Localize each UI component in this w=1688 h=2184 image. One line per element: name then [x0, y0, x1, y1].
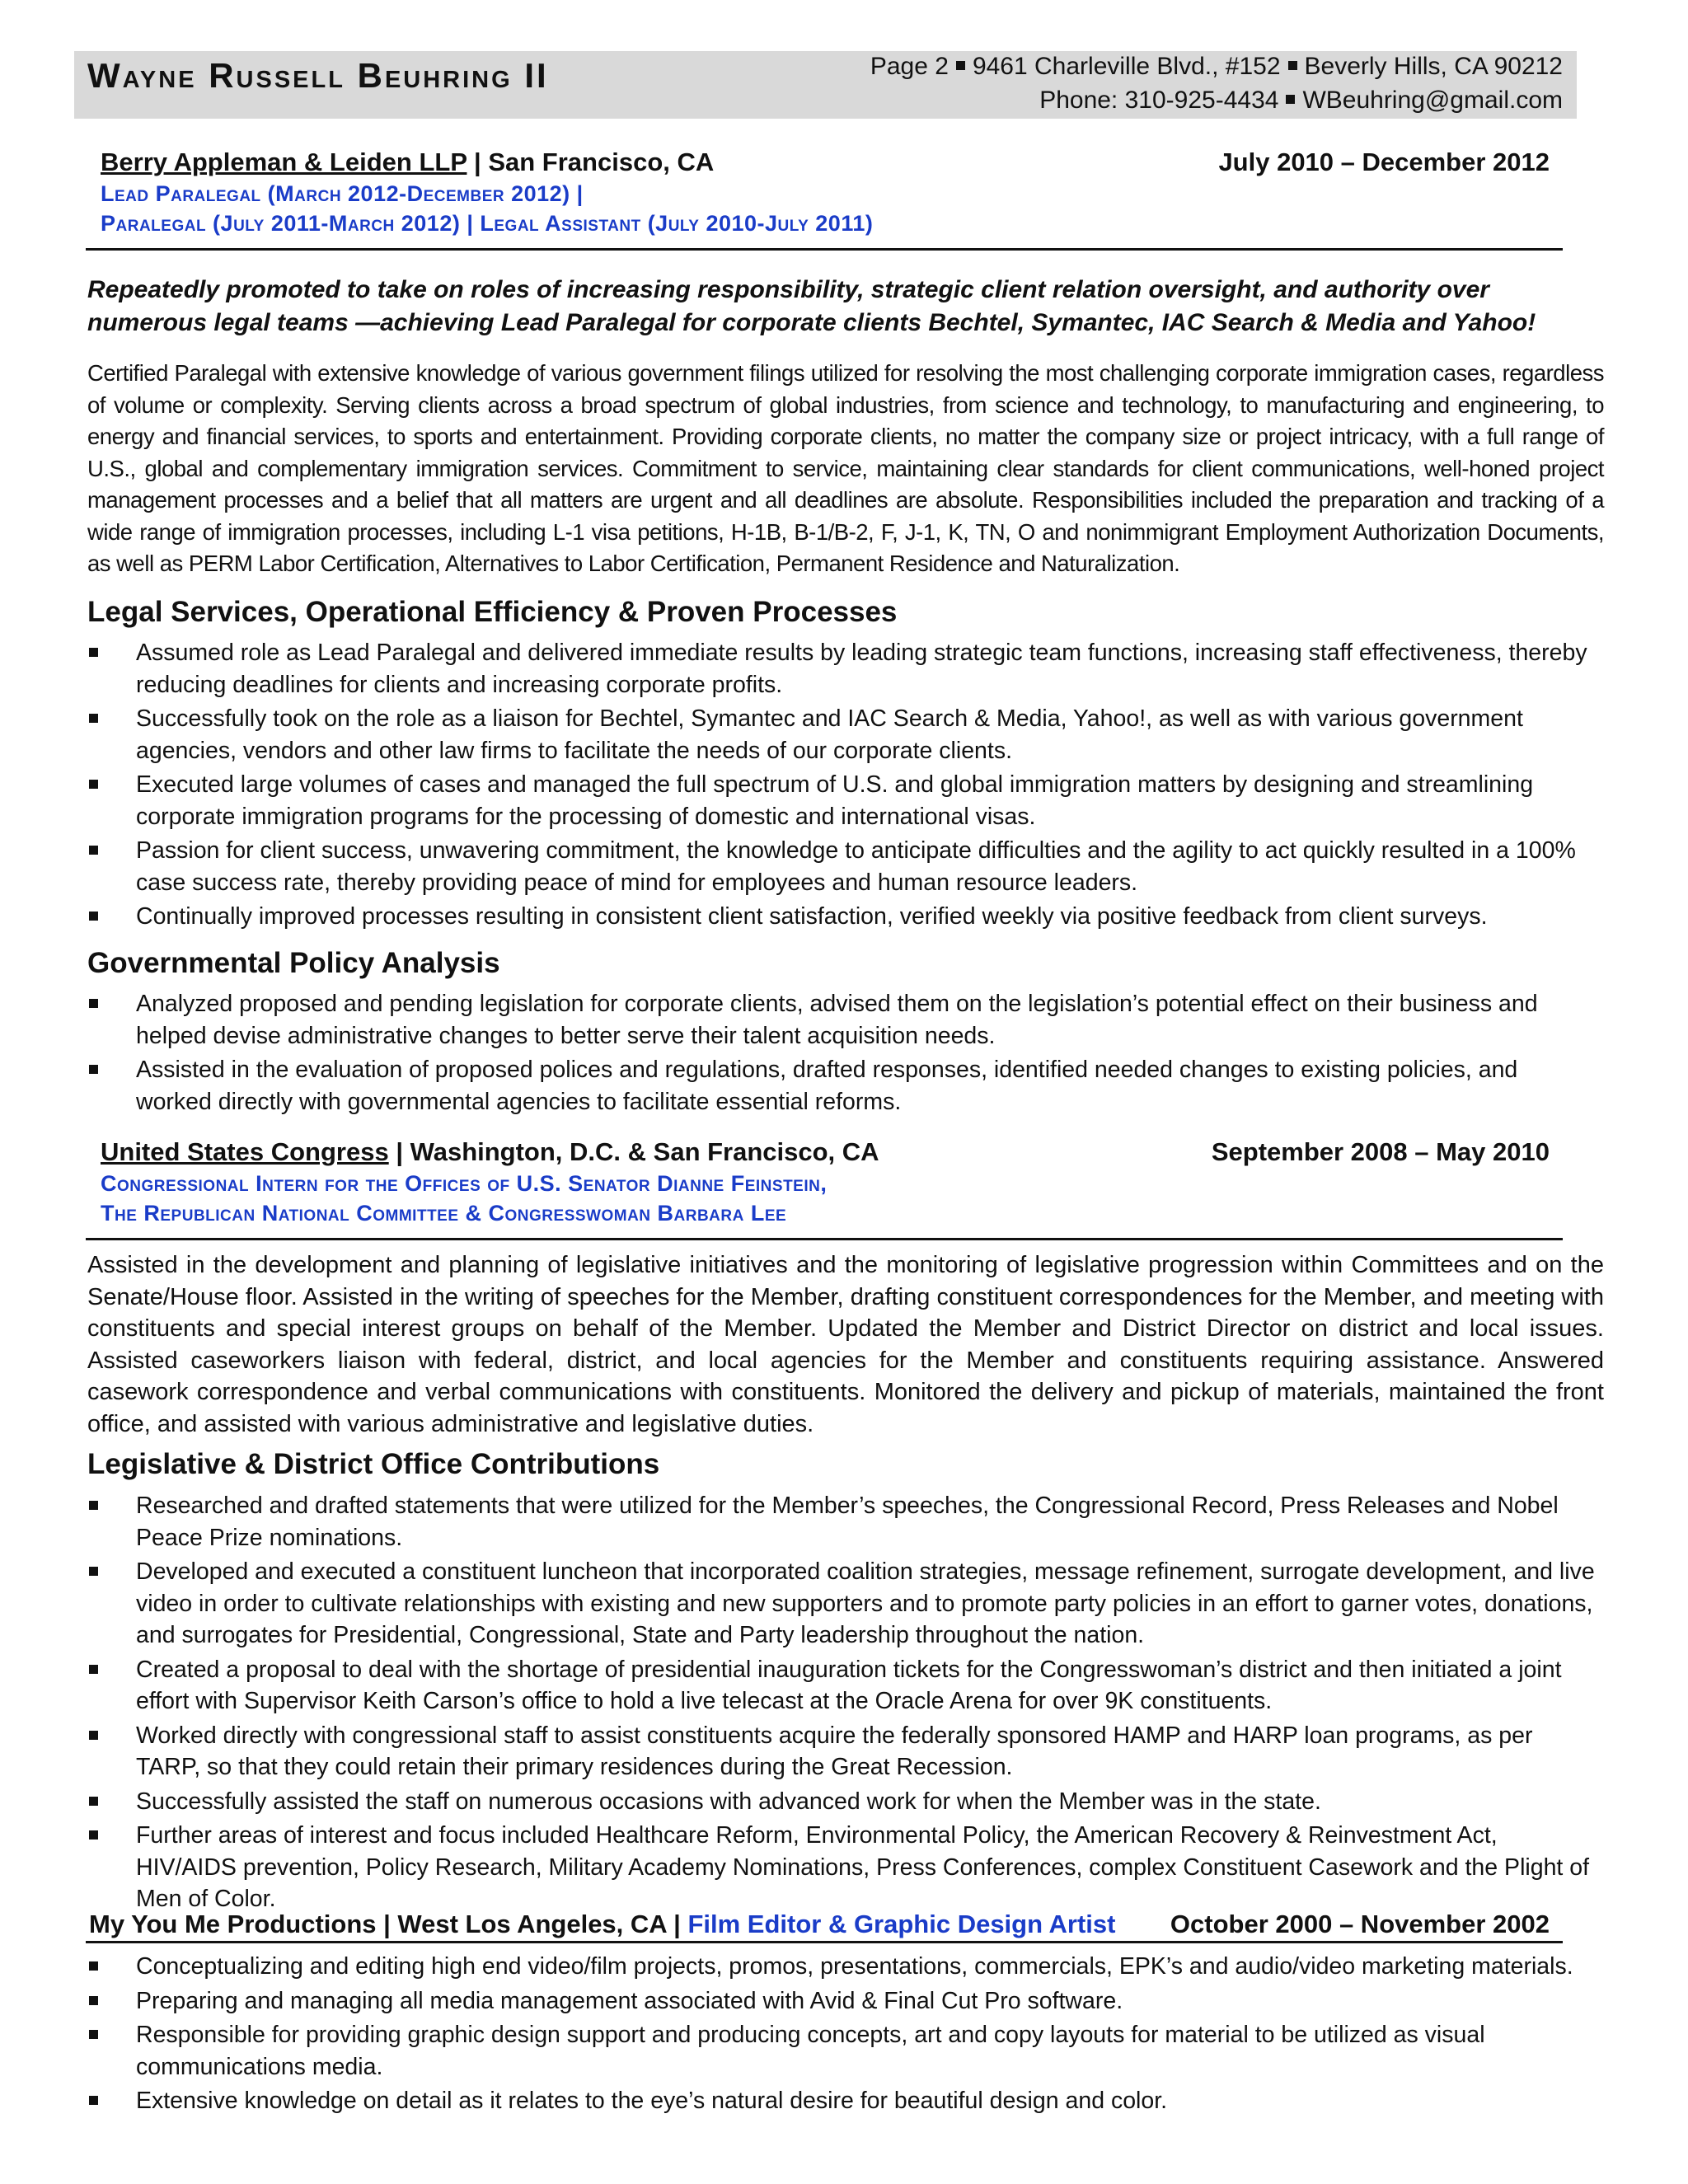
job-1-dates: July 2010 – December 2012: [1218, 148, 1550, 176]
list-item: Developed and executed a constituent luncheon that incorporated coalition strategies, message refinement, surrogate development, and live video in order to cultivate relationships with existing and new supporters and to promote party policies in an effort to garner votes, donations, and surrogates for Presidential, Congressional, State and Party leadership throughout the nation.: [87, 1556, 1596, 1652]
list-item: Researched and drafted statements that were utilized for the Member’s speeches, the Congressional Record, Press Releases and Nobel Peace Prize nominations.: [87, 1490, 1596, 1554]
job-2-location: | Washington, D.C. & San Francisco, CA: [388, 1137, 879, 1166]
list-item: Extensive knowledge on detail as it relates to the eye’s natural desire for beautiful design and color.: [87, 2085, 1596, 2117]
list-item: Preparing and managing all media management associated with Avid & Final Cut Pro software.: [87, 1985, 1596, 2018]
job-1-employer: Berry Appleman & Leiden LLP: [101, 148, 467, 176]
job-1-title-line-1: Lead Paralegal (March 2012-December 2012) |: [101, 181, 584, 206]
job-1-location: | San Francisco, CA: [467, 148, 715, 176]
square-bullet-icon: [89, 1996, 98, 2005]
contact-block: [870, 49, 1563, 117]
square-bullet-icon: [89, 912, 98, 921]
job-2-dates: September 2008 – May 2010: [1211, 1137, 1550, 1166]
square-bullet-icon: [89, 1830, 98, 1840]
address: 9461 Charleville Blvd., #152: [972, 53, 1281, 80]
job-2-title-line-1: Congressional Intern for the Offices of U.S. Senator Dianne Feinstein,: [101, 1171, 828, 1196]
job-2-list: [87, 1490, 1596, 1918]
list-item: Assumed role as Lead Paralegal and delivered immediate results by leading strategic team functions, increasing staff effectiveness, thereby reducing deadlines for clients and increasing corporate profits.: [87, 637, 1596, 701]
job-2-summary: Assisted in the development and planning of legislative initiatives and the monitoring of legislative progression within Committees and on the Senate/House floor. Assisted in the writing of speeches for the Member, drafting constituent correspondences for the Member, and meeting with constituents and special interest groups on behalf of the Member. Updated the Member and District Director on district and local issues. Assisted caseworkers liaison with federal, district, and local agencies for the Member and constituents requiring assistance. Answered casework correspondence and verbal communications with constituents. Monitored the delivery and pickup of materials, maintained the front office, and assisted with various administrative and legislative duties.: [87, 1252, 1604, 1437]
job-2-title-line-2: The Republican National Committee & Congresswoman Barbara Lee: [101, 1201, 787, 1226]
job-2-header: [101, 1137, 1550, 1230]
phone: Phone: 310-925-4434: [1039, 87, 1279, 114]
job-1-summary: Certified Paralegal with extensive knowledge of various government filings utilized for resolving the most challenging corporate immigration cases, regardless of volume or complexity. Serving clients across a broad spectrum of global industries, from science and technology, to manufacturing and engineering, to energy and financial services, to sports and entertainment. Providing corporate clients, no matter the company size or project intricacy, with a full range of U.S., global and complementary immigration services. Commitment to service, maintaining clear standards for client communications, well-honed project management processes and a belief that all matters are urgent and all deadlines are absolute. Responsibilities included the preparation and tracking of a wide range of immigration processes, including L-1 visa petitions, H-1B, B-1/B-2, F, J-1, K, TN, O and nonimmigrant Employment Authorization Documents, as well as PERM Labor Certification, Alternatives to Labor Certification, Permanent Residence and Naturalization.: [87, 360, 1604, 576]
list-item: Assisted in the evaluation of proposed polices and regulations, drafted responses, identified needed changes to existing policies, and worked directly with governmental agencies to facilitate essential reforms.: [87, 1054, 1596, 1118]
list-item: Conceptualizing and editing high end video/film projects, promos, presentations, commercials, EPK’s and audio/video marketing materials.: [87, 1951, 1596, 1983]
job-3-employer: My You Me Productions | West Los Angeles, CA |: [89, 1910, 688, 1938]
list-item: Executed large volumes of cases and managed the full spectrum of U.S. and global immigration matters by designing and streamlining corporate immigration programs for the processing of domestic and international visas.: [87, 769, 1596, 832]
job-1-section-2-heading: Governmental Policy Analysis: [87, 947, 500, 979]
square-bullet-icon: [89, 648, 98, 657]
square-bullet-icon: [89, 1501, 98, 1510]
square-bullet-icon: [89, 1731, 98, 1740]
divider: [86, 1238, 1563, 1240]
page-number: Page 2: [870, 53, 949, 80]
square-bullet-icon: [89, 780, 98, 789]
list-item: Responsible for providing graphic design support and producing concepts, art and copy layouts for material to be utilized as visual communications media.: [87, 2019, 1596, 2083]
list-item: Successfully took on the role as a liaison for Bechtel, Symantec and IAC Search & Media, Yahoo!, as well as with various government agencies, vendors and other law firms to facilitate the needs of our corporate clients.: [87, 703, 1596, 766]
job-3-list: [87, 1951, 1596, 2120]
job-1-tagline: Repeatedly promoted to take on roles of increasing responsibility, strategic client relation oversight, and authority over numerous legal teams —achieving Lead Paralegal for corporate clients Bechtel, Symantec, IAC Search & Media and Yahoo!: [87, 276, 1536, 336]
list-item: Created a proposal to deal with the shortage of presidential inauguration tickets for the Congresswoman’s district and then initiated a joint effort with Supervisor Keith Carson’s office to hold a live telecast at the Oracle Arena for over 9K constituents.: [87, 1654, 1596, 1718]
square-bullet-icon: [89, 714, 98, 723]
job-2-employer: United States Congress: [101, 1137, 389, 1166]
square-bullet-icon: [89, 1567, 98, 1576]
job-1-section-1-list: [87, 637, 1596, 935]
square-bullet-icon: [89, 846, 98, 855]
list-item: Continually improved processes resulting in consistent client satisfaction, verified weekly via positive feedback from client surveys.: [87, 901, 1596, 933]
square-bullet-icon: [89, 2096, 98, 2105]
list-item: Further areas of interest and focus included Healthcare Reform, Environmental Policy, the American Recovery & Reinvestment Act, HIV/AIDS prevention, Policy Research, Military Academy Nominations, Press Conferences, complex Constituent Casework and the Plight of Men of Color.: [87, 1820, 1596, 1915]
list-item: Passion for client success, unwavering commitment, the knowledge to anticipate difficulties and the agility to act quickly resulted in a 100% case success rate, thereby providing peace of mind for employees and human resource leaders.: [87, 835, 1596, 898]
job-3-dates: October 2000 – November 2002: [1170, 1910, 1550, 1938]
job-1-header: [101, 147, 1550, 240]
email-link[interactable]: WBeuhring@gmail.com: [1302, 87, 1563, 114]
job-3-title: Film Editor & Graphic Design Artist: [687, 1910, 1116, 1938]
list-item: Worked directly with congressional staff to assist constituents acquire the federally sponsored HAMP and HARP loan programs, as per TARP, so that they could retain their primary residences during the Great Recession.: [87, 1720, 1596, 1783]
job-1-section-1-heading: Legal Services, Operational Efficiency & Proven Processes: [87, 596, 898, 628]
divider: [86, 248, 1563, 251]
square-bullet-icon: [1286, 95, 1295, 104]
square-bullet-icon: [89, 999, 98, 1008]
divider: [86, 1941, 1563, 1943]
job-3-header: [89, 1909, 1550, 1940]
square-bullet-icon: [89, 2030, 98, 2039]
square-bullet-icon: [89, 1665, 98, 1674]
list-item: Successfully assisted the staff on numerous occasions with advanced work for when the Member was in the state.: [87, 1786, 1596, 1818]
job-2-section-heading: Legislative & District Office Contributions: [87, 1448, 660, 1480]
candidate-name: Wayne Russell Beuhring II: [87, 56, 549, 95]
square-bullet-icon: [89, 1797, 98, 1806]
list-item: Analyzed proposed and pending legislation for corporate clients, advised them on the legislation’s potential effect on their business and helped devise administrative changes to better serve their talent acquisition needs.: [87, 988, 1596, 1052]
job-1-title-line-2: Paralegal (July 2011-March 2012) | Legal Assistant (July 2010-July 2011): [101, 211, 874, 236]
city: Beverly Hills, CA 90212: [1304, 53, 1563, 80]
job-1-section-2-list: [87, 988, 1596, 1120]
square-bullet-icon: [1288, 61, 1297, 70]
square-bullet-icon: [89, 1065, 98, 1074]
square-bullet-icon: [89, 1961, 98, 1971]
square-bullet-icon: [956, 61, 965, 70]
